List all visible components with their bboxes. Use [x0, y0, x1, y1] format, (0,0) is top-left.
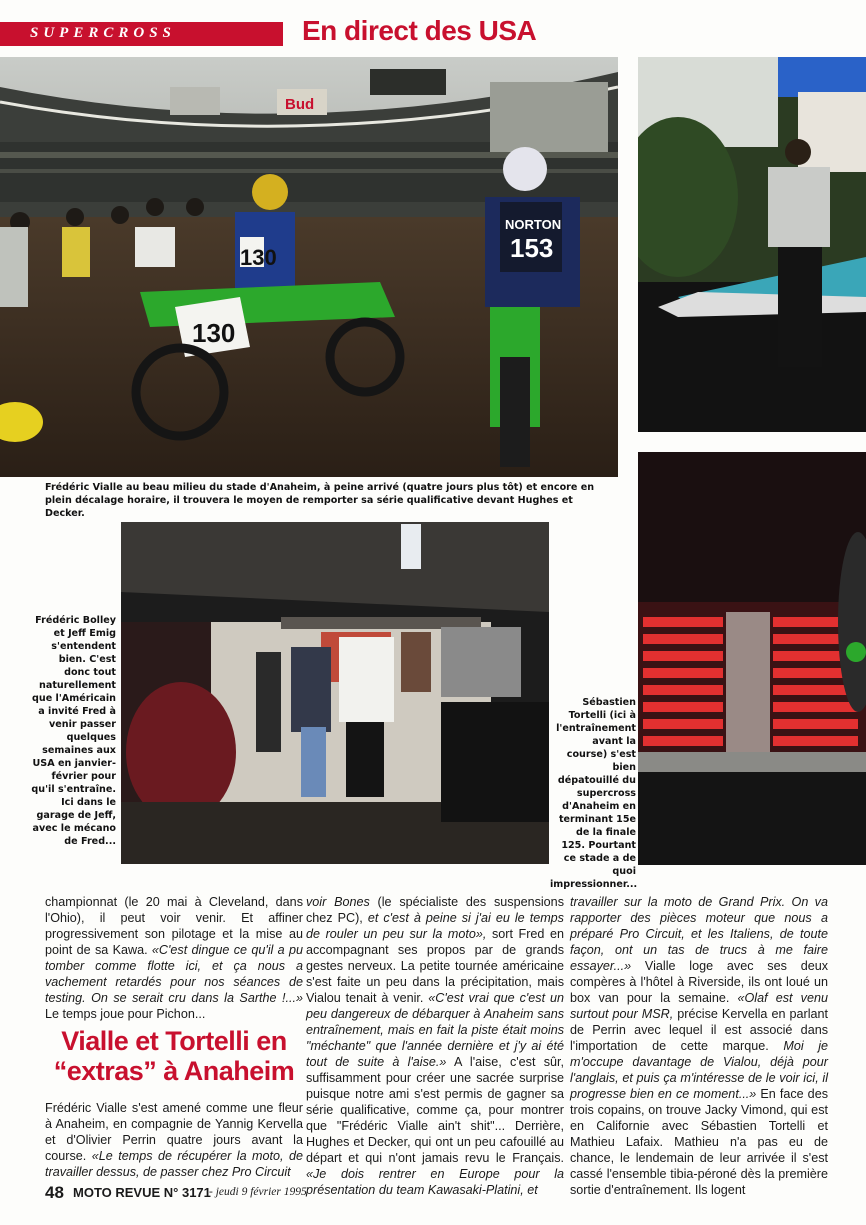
bike-number-back: 130	[240, 245, 277, 270]
article-column-3	[570, 894, 828, 1198]
caption-garage: Frédéric Bolley et Jeff Emig s'entendent bien. C'est donc tout naturellement que l'Américain a invité Fred à venir passer quelques semaines aux USA en janvier-février pour qu'il s'entraîne. Ici dans le garage de Jeff, avec le mécano de Fred...	[31, 615, 116, 847]
bud-sign: Bud	[285, 96, 315, 113]
caption-main: Frédéric Vialle au beau milieu du stade d'Anaheim, à peine arrivé (quatre jours plus tôt) et encore en plein décalage horaire, il trouvera le moyen de remporter sa série qualificative devant Hughes et Decker.	[45, 482, 595, 519]
pool-photo	[638, 57, 866, 432]
page-number: 48	[45, 1183, 64, 1202]
seats-photo	[638, 452, 866, 865]
article-quote: travailler sur la moto de Grand Prix. On va rapporter des pièces moteur que nous a préparé Pro Circuit, et les Italiens, de toute façon, ont un tas de trucs à me faire essayer...»	[570, 895, 828, 973]
section-banner	[0, 22, 283, 46]
article-text: Le temps joue pour Pichon...	[45, 1007, 206, 1021]
article-paragraph	[45, 1100, 303, 1180]
article-paragraph	[570, 894, 828, 1198]
article-paragraph	[306, 894, 564, 1198]
article-column-1-continued	[45, 1100, 303, 1180]
article-quote: voir Bones	[306, 895, 370, 909]
caption-tortelli: Sébastien Tortelli (ici à l'entraînement avant la course) s'est bien dépatouillé du supercross d'Anaheim en terminant 15e de la finale 125. Pourtant ce stade a de quoi impressionner...	[550, 697, 638, 890]
article-text: précise Kervella en parlant de Perrin avec lequel il est associé dans l'importation de cette marque.	[570, 1007, 828, 1053]
article-quote: et c'est à peine si j'ai eu le temps de rouler un peu sur la moto»,	[306, 911, 564, 941]
page-title: En direct des USA	[302, 15, 537, 46]
article-quote: «Je dois rentrer en Europe pour la présentation du team Kawasaki-Platini, et	[306, 1167, 564, 1197]
article-text: En face des trois copains, on trouve Jacky Vimond, qui est en Californie avec Sébastien Tortelli et Mathieu Lafaix. Mathieu n'a pas eu de chance, le lendemain de leur arrivée il s'est cassé l'ensemble tibia-péroné dès la première sortie d'entraînement. Ils logent	[570, 1087, 828, 1197]
issue-date: - jeudi 9 février 1995	[209, 1186, 307, 1198]
rider-number: 153	[510, 233, 554, 263]
article-text: Vialle loge avec ses deux compères à l'hôtel à Riverside, ils ont loué un box van pour la semaine.	[570, 959, 828, 1005]
garage-photo	[121, 522, 549, 864]
article-column-1	[45, 894, 303, 1022]
article-quote: «Olaf est venu surtout pour MSR,	[570, 991, 828, 1021]
article-quote: «C'est vrai que c'est un peu dangereux de débarquer à Anaheim sans entraînement, mais en fait la piste était moins "méchante" que l'année dernière et j'y ai été tout de suite à l'aise.»	[306, 991, 564, 1069]
bike-number-front: 130	[192, 318, 236, 348]
article-text: Frédéric Vialle s'est amené comme une fleur à Anaheim, en compagnie de Yannig Kervella et d'Olivier Perrin quatre jours avant la course.	[45, 1101, 303, 1163]
article-paragraph	[45, 894, 303, 1022]
article-subhead: Vialle et Tortelli en “extras” à Anaheim	[53, 1026, 295, 1086]
magazine-issue: MOTO REVUE N° 3171	[73, 1185, 211, 1200]
rider-name: NORTON	[505, 217, 562, 232]
article-column-2	[306, 894, 564, 1198]
article-quote: Moi je m'occupe davantage de Vialou, déjà pour l'anglais, et puis ça m'intéresse de le voir ici, il progresse bien en ce moment...»	[570, 1039, 828, 1101]
article-text: (le spécialiste des suspensions chez PC),	[306, 895, 564, 925]
stadium-photo	[0, 57, 618, 477]
article-text: A l'aise, c'est sûr, suffisamment pour créer une sacrée surprise puisque notre ami s'est permis de gagner sa série qualificative, comme ça, pour montrer que "Frédéric Vialle ain't shit"... Derrière, Hughes et Decker, qui ont un peu cafouillé au départ et qui n'ont jamais revu le Français.	[306, 1055, 564, 1165]
section-label: SUPERCROSS	[30, 25, 176, 41]
article-quote: «C'est dingue ce qu'il a pu tomber comme flotte ici, et ça nous a vachement retardés pour nos séances de testing. On se serait cru dans la Sarthe !...»	[45, 943, 303, 1005]
article-text: championnat (le 20 mai à Cleveland, dans l'Ohio), il peut voir venir. Et affiner progressivement son pilotage et la mise au point de sa Kawa.	[45, 895, 303, 957]
article-quote: «Le temps de récupérer la moto, de travailler dessus, de passer chez Pro Circuit	[45, 1149, 303, 1179]
article-text: sort Fred en accompagnant ses propos par de grands gestes nerveux. La petite tournée américaine s'est faite un peu dans la précipitation, mais Vialou tenait à venir.	[306, 927, 564, 1005]
